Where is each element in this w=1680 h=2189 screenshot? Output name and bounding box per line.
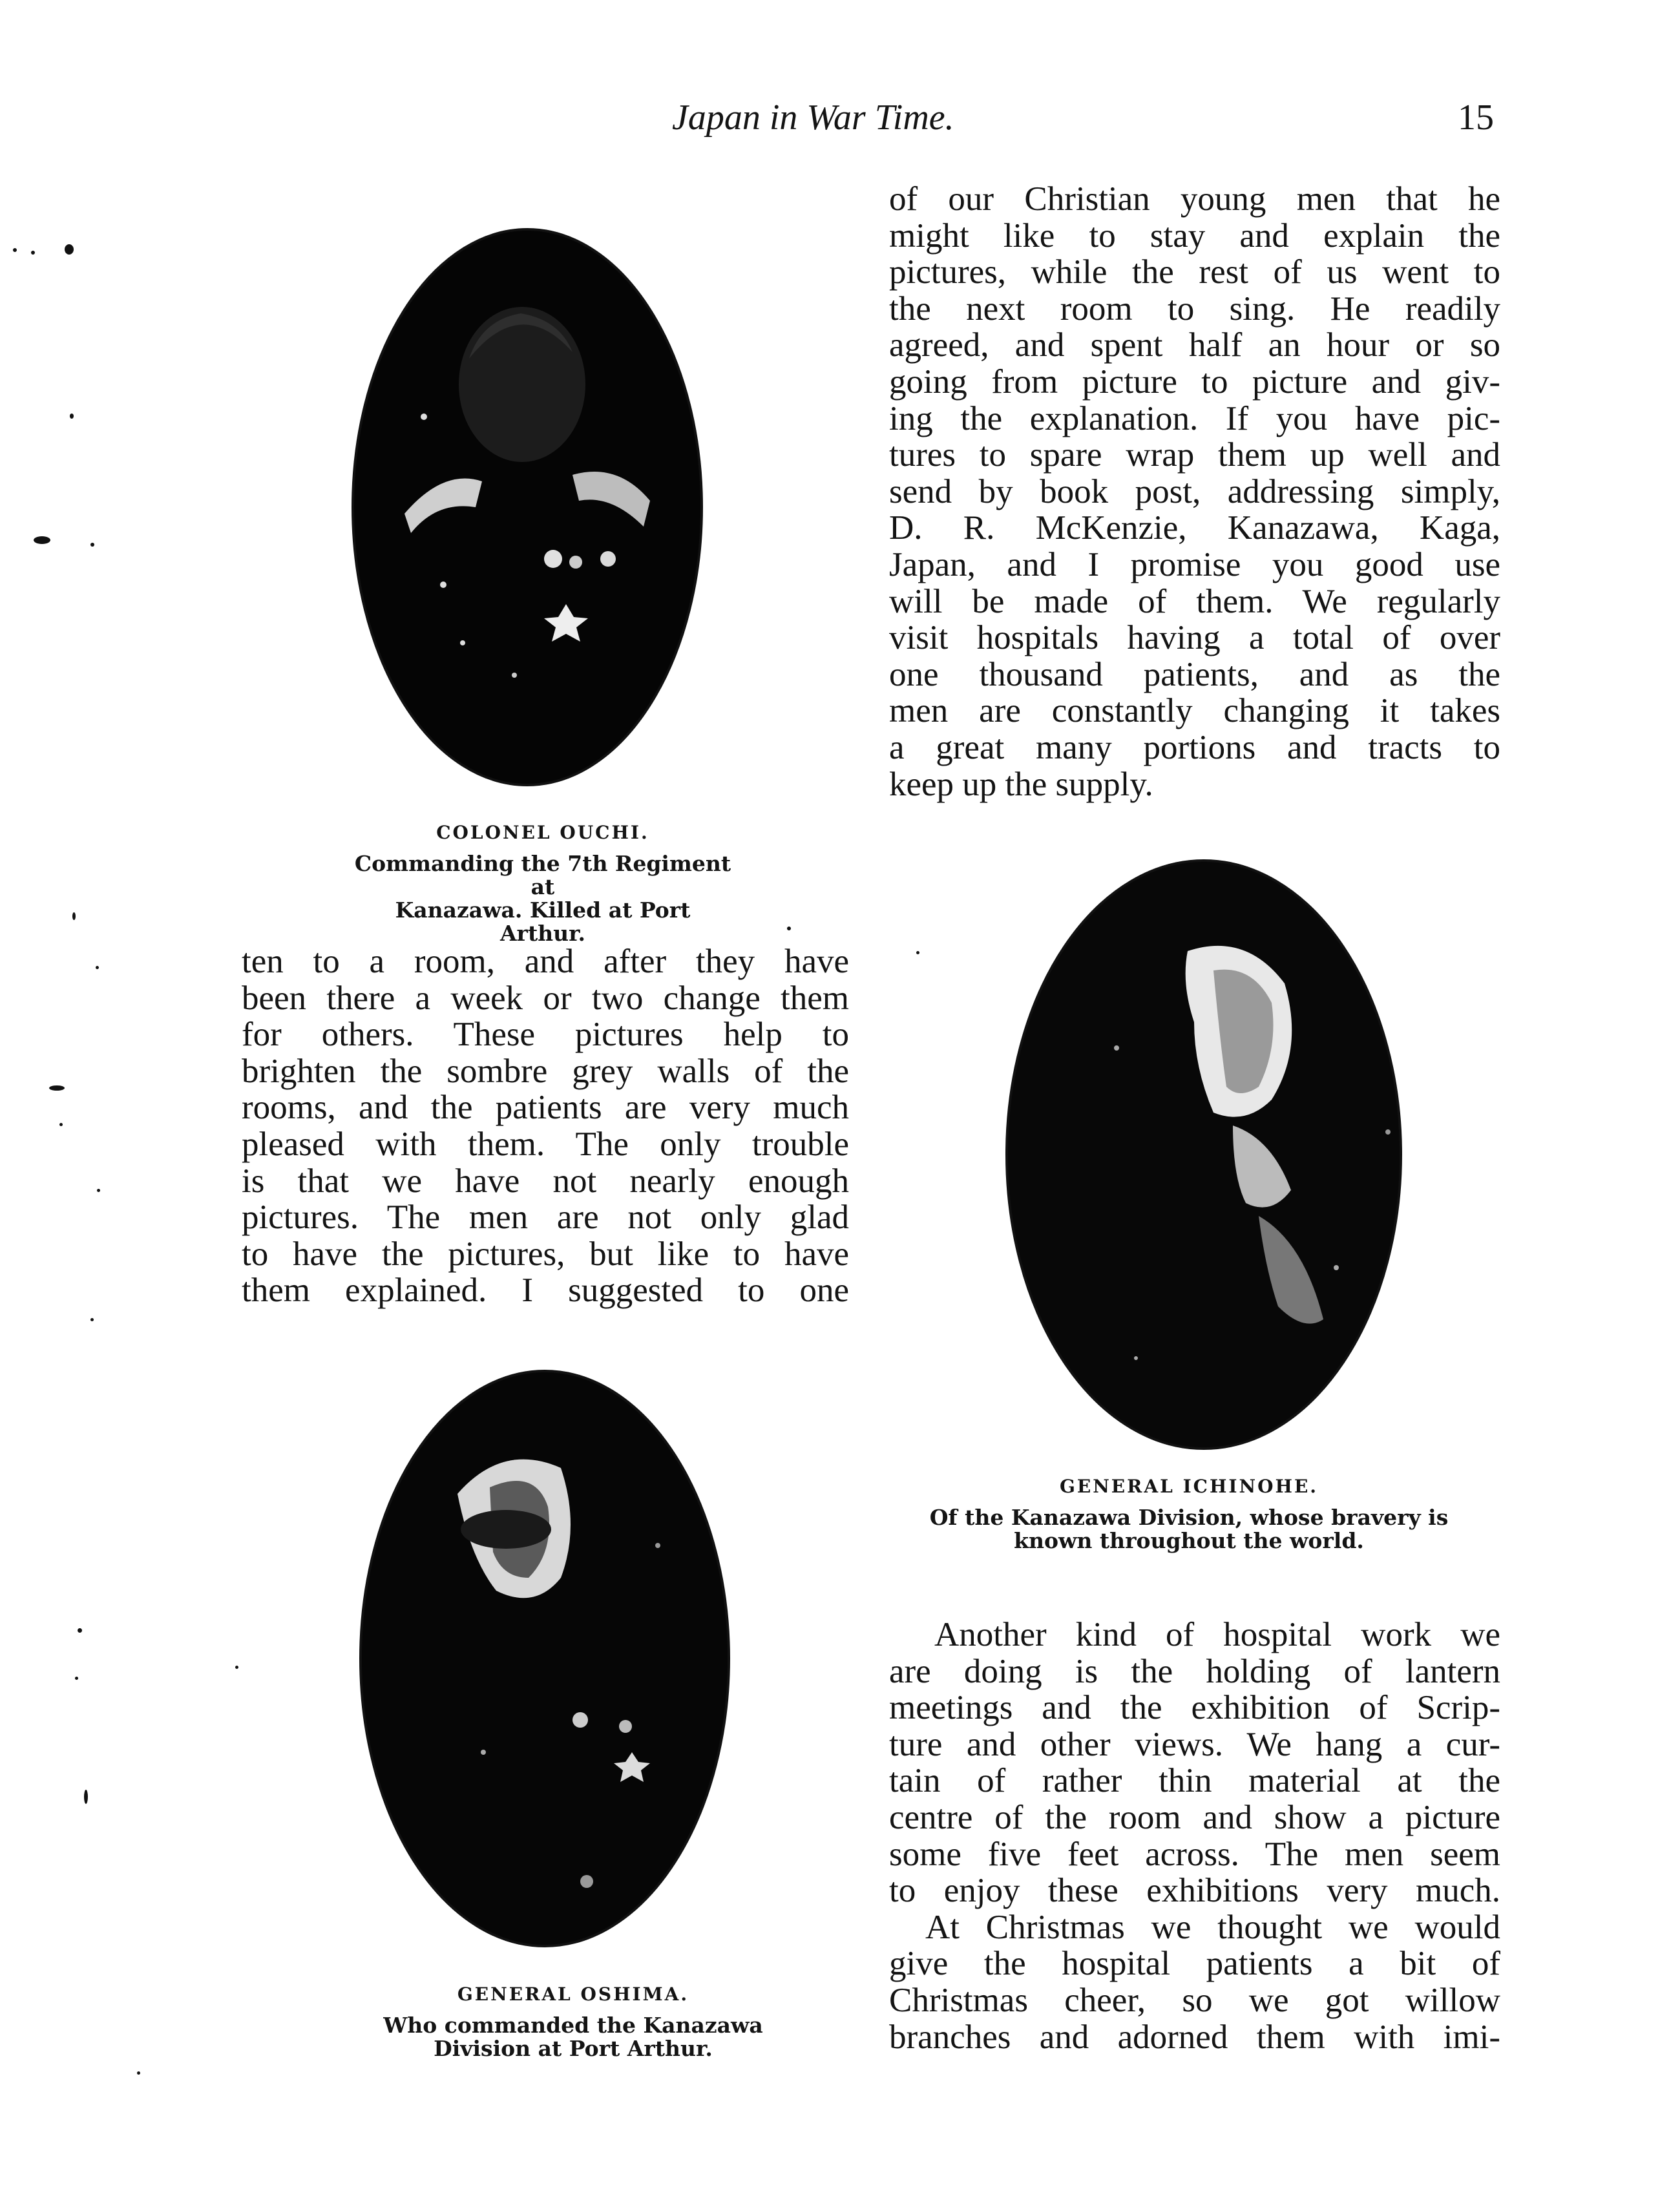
text-line: tain of rather thin material at the: [889, 1762, 1500, 1800]
scan-speck: [787, 927, 791, 930]
text-line: are doing is the holding of lantern: [889, 1652, 1500, 1690]
scan-speck: [72, 912, 76, 920]
portrait-general-ichinohe: [1000, 854, 1407, 1455]
caption-line: known throughout the world.: [1014, 1528, 1364, 1553]
scan-speck: [13, 248, 17, 252]
text-line: been there a week or two change them: [242, 979, 849, 1017]
text-line: tures to spare wrap them up well and: [889, 436, 1500, 474]
scan-speck: [78, 1628, 82, 1633]
text-line: one thousand patients, and as the: [889, 655, 1500, 693]
caption-line: Division at Port Arthur.: [434, 2036, 713, 2061]
text-line: will be made of them. We regularly: [889, 582, 1500, 620]
text-line: to have the pictures, but like to have: [242, 1235, 849, 1273]
caption-title: GENERAL ICHINOHE.: [1059, 1476, 1319, 1497]
scan-speck: [34, 536, 50, 544]
scan-speck: [916, 951, 919, 954]
text-line: give the hospital patients a bit of: [889, 1945, 1500, 1983]
caption-title: GENERAL OSHIMA.: [457, 1984, 689, 2005]
page-number: 15: [1458, 98, 1494, 138]
text-line: ture and other views. We hang a cur-: [889, 1725, 1500, 1763]
text-line: is that we have not nearly enough: [242, 1162, 849, 1200]
text-line: brighten the sombre grey walls of the: [242, 1052, 849, 1090]
scan-speck: [90, 543, 94, 547]
body-paragraph-right-bottom: [889, 1617, 1500, 2055]
text-line: pleased with them. The only trouble: [242, 1125, 849, 1163]
text-line: Another kind of hospital work we: [934, 1616, 1500, 1653]
text-line: them explained. I suggested to one: [242, 1272, 849, 1310]
text-line: a great many portions and tracts to: [889, 728, 1500, 766]
text-line: of our Christian young men that he: [889, 180, 1500, 218]
caption-colonel-ouchi: [349, 822, 737, 945]
text-line: keep up the supply.: [889, 765, 1153, 803]
scan-speck: [137, 2071, 140, 2075]
text-line: Christmas cheer, so we got willow: [889, 1981, 1500, 2019]
text-line: some five feet across. The men seem: [889, 1835, 1500, 1873]
text-line: agreed, and spent half an hour or so: [889, 326, 1500, 364]
text-line: meetings and the exhibition of Scrip-: [889, 1689, 1500, 1727]
scan-speck: [59, 1123, 63, 1126]
text-line: centre of the room and show a picture: [889, 1798, 1500, 1836]
caption-general-ichinohe: [905, 1476, 1473, 1553]
scan-speck: [49, 1085, 65, 1091]
scan-speck: [90, 1318, 94, 1321]
text-line: pictures, while the rest of us went to: [889, 253, 1500, 291]
text-line: At Christmas we thought we would: [925, 1908, 1500, 1946]
body-paragraph-left-middle: [242, 943, 849, 1309]
scan-speck: [65, 244, 74, 255]
text-line: might like to stay and explain the: [889, 216, 1500, 255]
text-line: to enjoy these exhibitions very much.: [889, 1872, 1500, 1910]
scan-speck: [97, 1189, 100, 1192]
text-line: ten to a room, and after they have: [242, 943, 849, 980]
text-line: pictures. The men are not only glad: [242, 1199, 849, 1237]
body-paragraph-right-top: [889, 181, 1500, 802]
text-line: the next room to sing. He readily: [889, 289, 1500, 328]
caption-title: COLONEL OUCHI.: [436, 822, 649, 843]
scan-speck: [84, 1790, 88, 1804]
text-line: branches and adorned them with imi-: [889, 2018, 1500, 2056]
text-line: D. R. McKenzie, Kanazawa, Kaga,: [889, 509, 1500, 547]
caption-line: Who commanded the Kanazawa: [383, 2013, 763, 2038]
scan-speck: [75, 1677, 78, 1680]
caption-line: Kanazawa. Killed at Port Arthur.: [395, 897, 691, 946]
text-line: Japan, and I promise you good use: [889, 545, 1500, 583]
text-line: men are constantly changing it takes: [889, 692, 1500, 730]
scan-speck: [70, 414, 74, 419]
scan-speck: [96, 966, 99, 969]
scan-speck: [31, 251, 35, 255]
text-line: send by book post, addressing simply,: [889, 472, 1500, 510]
text-line: rooms, and the patients are very much: [242, 1089, 849, 1127]
text-line: going from picture to picture and giv-: [889, 362, 1500, 401]
caption-line: Commanding the 7th Regiment at: [354, 851, 731, 899]
caption-line: Of the Kanazawa Division, whose bravery is: [929, 1505, 1449, 1530]
portrait-colonel-ouchi: [346, 223, 708, 791]
portrait-general-oshima: [354, 1365, 735, 1953]
text-line: visit hospitals having a total of over: [889, 619, 1500, 657]
scan-speck: [235, 1666, 238, 1669]
caption-general-oshima: [370, 1984, 777, 2060]
text-line: for others. These pictures help to: [242, 1016, 849, 1054]
running-header-title: Japan in War Time.: [672, 98, 954, 138]
text-line: ing the explanation. If you have pic-: [889, 399, 1500, 437]
